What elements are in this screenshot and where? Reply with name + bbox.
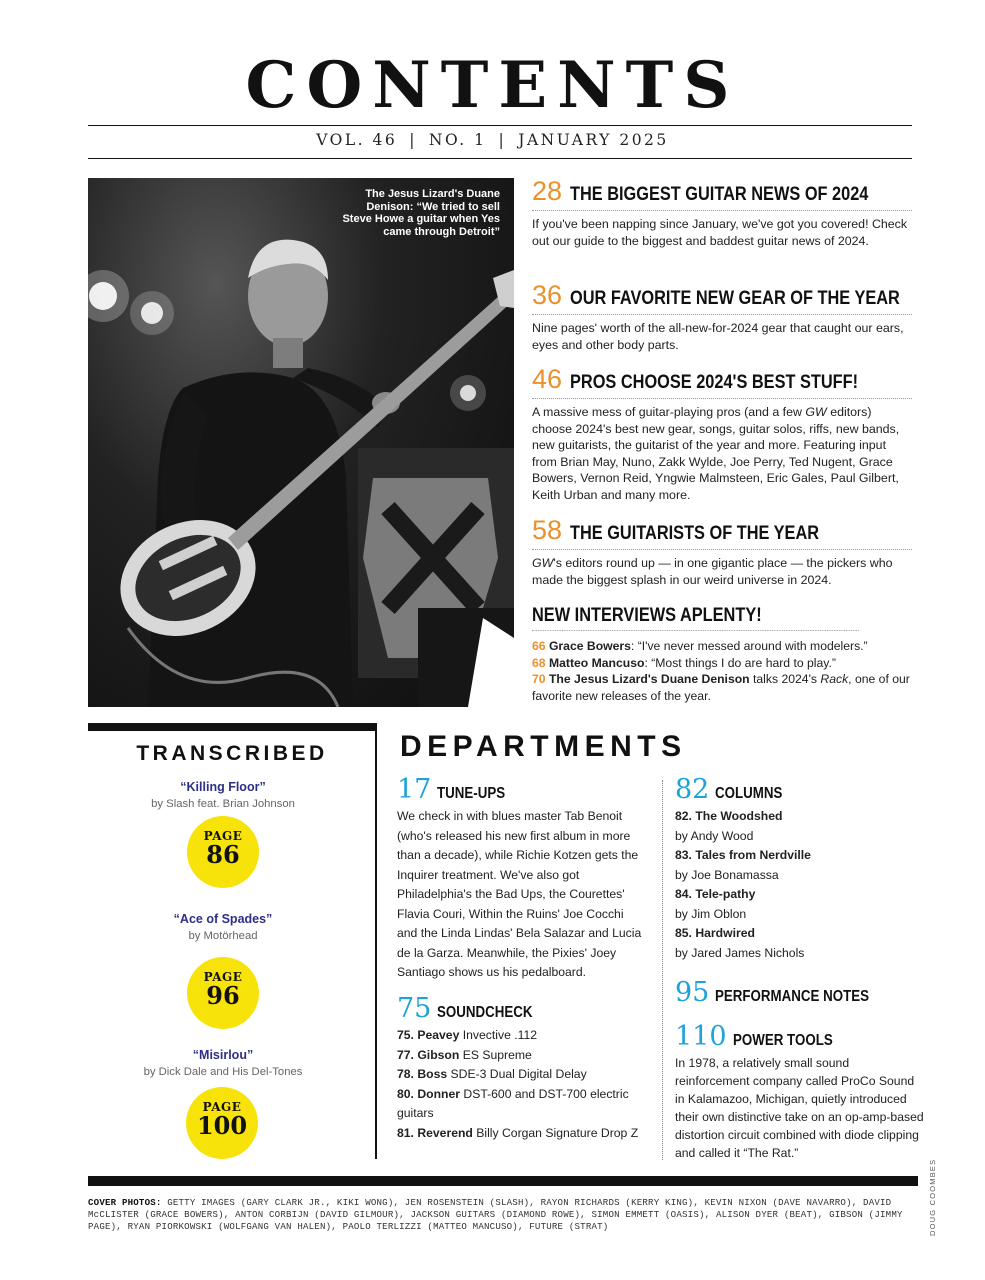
interview-name: Matteo Mancuso (548, 655, 645, 670)
header-rule-top (88, 125, 912, 126)
issue-number: NO. 1 (428, 131, 487, 149)
department-name: PERFORMANCE NOTES (715, 988, 870, 1005)
interview-item[interactable] (532, 655, 912, 672)
department-name: TUNE-UPS (437, 785, 506, 802)
column-divider (662, 780, 663, 1160)
feature-item[interactable] (532, 280, 912, 353)
page-number: 100 (196, 1111, 248, 1140)
sidebar-top-rule (88, 723, 376, 731)
separator: | (409, 131, 417, 149)
department-columns[interactable] (675, 774, 925, 963)
product-model: DST-600 and DST-700 electric guitars (397, 1086, 629, 1120)
soundcheck-item[interactable] (397, 1085, 647, 1124)
interviews-section (532, 605, 912, 704)
department-soundcheck[interactable] (397, 993, 647, 1143)
column-item[interactable] (675, 885, 925, 905)
interview-page-number: 66 (532, 639, 546, 653)
footer-rule (88, 1176, 918, 1186)
departments-title: DEPARTMENTS (400, 730, 687, 763)
song-artist: by Dick Dale and His Del-Tones (143, 1066, 303, 1078)
column-author: by Jim Oblon (675, 906, 747, 921)
interview-text: talks 2024's (749, 672, 821, 686)
song-title: “Misirlou” (192, 1048, 254, 1062)
feature-description: Nine pages' worth of the all-new-for-2024 gear that caught our ears, eyes and other body parts. (532, 321, 904, 352)
feature-text: editors) choose 2024's best new gear, songs, guitar solos, riffs, new bands, new guitarists, the guitarist of the year and more. Featuring input from Brian May, Nuno, Zakk Wylde, Joe Perry, Ted Nugent, Grace Bowers, Vernon Reid, Yngwie Malmsteen, Eric Gales, Paul Gilbert, Keith Urban and many more. (532, 405, 900, 502)
page-number: 86 (206, 840, 240, 869)
page-badge[interactable] (187, 957, 259, 1029)
page-badge[interactable] (187, 816, 259, 888)
product-brand: 77. Gibson (397, 1047, 460, 1062)
interview-quote: : “Most things I do are hard to play.” (644, 655, 836, 670)
transcription-item[interactable] (88, 1048, 358, 1078)
transcription-item[interactable] (88, 780, 358, 810)
product-brand: 81. Reverend (397, 1125, 473, 1140)
page-label: PAGE (203, 970, 243, 984)
transcribed-title: TRANSCRIBED (136, 742, 328, 765)
department-page-number: 95 (675, 977, 710, 1008)
transcription-item[interactable] (88, 912, 358, 942)
department-name: SOUNDCHECK (437, 1004, 533, 1021)
soundcheck-item[interactable] (397, 1046, 647, 1066)
hero-photo (88, 178, 514, 707)
issue-line (0, 131, 985, 149)
department-page-number: 82 (675, 774, 710, 805)
feature-item[interactable] (532, 176, 912, 249)
department-page-number: 75 (397, 993, 432, 1024)
interview-text: , one of our favorite new releases of the year. (532, 672, 910, 703)
product-model: ES Supreme (459, 1047, 532, 1062)
soundcheck-item[interactable] (397, 1026, 647, 1046)
feature-page-number: 36 (532, 280, 563, 310)
feature-text: 's editors round up — in one gigantic place — the pickers who made the biggest splash in our weird universe in 2024. (532, 556, 893, 587)
column-item[interactable] (675, 807, 925, 827)
song-artist: by Motörhead (188, 930, 258, 942)
page-label: PAGE (202, 1100, 242, 1114)
department-description: We check in with blues master Tab Benoit (who's released his new first album in more than a decade), while Richie Kotzen gets the Inquirer treatment. We've also got Philadelphia's the Bad Ups, the Courettes' Flavia Couri, Within the Ruins' Joe Cocchi and the Linda Lindas' Bela Salazar and Lucia de la Garza. Meanwhile, the Pixies' Joey Santiago shows us his pedalboard. (397, 809, 642, 979)
column-title: 85. Hardwired (675, 926, 755, 940)
product-model: SDE-3 Dual Digital Delay (447, 1067, 587, 1081)
header-rule-bottom (88, 158, 912, 159)
feature-title: THE BIGGEST GUITAR NEWS OF 2024 (570, 184, 869, 205)
interview-item[interactable] (532, 638, 912, 655)
sidebar-divider (375, 723, 377, 1159)
song-title: “Killing Floor” (180, 780, 266, 794)
interviews-title: NEW INTERVIEWS APLENTY! (532, 605, 859, 631)
interview-page-number: 68 (532, 655, 546, 670)
credits-text: GETTY IMAGES (GARY CLARK JR., KIKI WONG), JEN ROSENSTEIN (SLASH), RAYON RICHARDS (KERRY KING), KEVIN NIXON (DAVE NAVARRO), DAVID McCLISTER (GRACE BOWERS), ANTON CORBIJN (DAVID GILMOUR), JACKSON GUITARS (DIAMOND ROWE), SIMON EMMETT (OASIS), ALISON DYER (BEAT), GIBSON (JIMMY PAGE), RYAN PIORKOWSKI (WOLFGANG VAN HALEN), PAOLO TERLIZZI (MATTEO MANCUSO), FUTURE (STRAT) (88, 1197, 903, 1232)
volume-number: VOL. 46 (316, 131, 398, 149)
feature-description (532, 555, 912, 588)
photographer-credit: DOUG COOMBES (928, 1158, 937, 1236)
photo-caption: The Jesus Lizard's Duane Denison: “We tried to sell Steve Howe a guitar when Yes came through Detroit” (342, 188, 500, 238)
feature-title: OUR FAVORITE NEW GEAR OF THE YEAR (570, 288, 900, 309)
page-number: 96 (206, 981, 240, 1010)
product-brand: 75. Peavey (397, 1028, 460, 1042)
song-title: “Ace of Spades” (173, 912, 273, 926)
product-model: Invective .112 (459, 1028, 538, 1042)
soundcheck-item[interactable] (397, 1124, 647, 1144)
separator: | (498, 131, 507, 149)
feature-description: If you've been napping since January, we've got you covered! Check out our guide to the biggest and baddest guitar news of 2024. (532, 217, 908, 248)
interview-item[interactable] (532, 671, 912, 704)
interview-name: The Jesus Lizard's Duane Denison (548, 672, 750, 686)
soundcheck-list (397, 1026, 647, 1143)
department-tuneups[interactable] (397, 774, 647, 983)
soundcheck-item[interactable] (397, 1065, 647, 1085)
feature-description (532, 404, 912, 503)
page-title: CONTENTS (245, 48, 740, 123)
feature-title: PROS CHOOSE 2024'S BEST STUFF! (570, 372, 859, 393)
product-model: Billy Corgan Signature Drop Z (472, 1125, 639, 1140)
product-brand: 80. Donner (397, 1086, 460, 1101)
column-item[interactable] (675, 924, 925, 944)
feature-item[interactable] (532, 364, 912, 503)
department-page-number: 110 (675, 1021, 727, 1052)
column-title: 84. Tele-pathy (675, 887, 756, 901)
credits-label: COVER PHOTOS: (88, 1197, 162, 1208)
song-artist: by Slash feat. Brian Johnson (151, 798, 295, 810)
column-title: 82. The Woodshed (675, 809, 783, 823)
department-name: COLUMNS (715, 785, 783, 802)
department-name: POWER TOOLS (732, 1032, 833, 1049)
page-badge[interactable] (186, 1087, 258, 1159)
interview-name: Grace Bowers (548, 639, 631, 653)
feature-text-em: GW (805, 405, 827, 419)
cover-photo-credits (88, 1197, 918, 1233)
column-author: by Jared James Nichols (675, 945, 805, 960)
column-title: 83. Tales from Nerdville (675, 848, 811, 862)
feature-title: THE GUITARISTS OF THE YEAR (570, 523, 820, 544)
feature-item[interactable] (532, 515, 912, 588)
columns-list (675, 807, 925, 963)
column-author: by Joe Bonamassa (675, 867, 779, 882)
feature-text: A massive mess of guitar-playing pros (and a few (532, 405, 806, 419)
department-description: In 1978, a relatively small sound reinforcement company called ProCo Sound in Kalamazoo, Michigan, quietly introduced their own distinctive take on an op-amp-based distortion circuit combined with diode clipping and called it “The Rat.” (675, 1056, 924, 1160)
feature-page-number: 46 (532, 364, 563, 394)
feature-text-em: GW (532, 556, 554, 570)
interview-page-number: 70 (532, 672, 546, 686)
page-label: PAGE (203, 829, 243, 843)
feature-page-number: 28 (532, 176, 563, 206)
column-item[interactable] (675, 846, 925, 866)
issue-date: JANUARY 2025 (518, 131, 669, 149)
interview-quote: : “I've never messed around with modelers.” (630, 639, 868, 653)
column-author: by Andy Wood (675, 828, 754, 843)
guitarist-photo-illustration (88, 178, 514, 707)
feature-page-number: 58 (532, 515, 563, 545)
product-brand: 78. Boss (397, 1067, 448, 1081)
department-performance-notes[interactable] (675, 977, 925, 1010)
interview-text-em: Rack (820, 672, 849, 686)
department-page-number: 17 (397, 774, 432, 805)
department-power-tools[interactable] (675, 1021, 925, 1162)
